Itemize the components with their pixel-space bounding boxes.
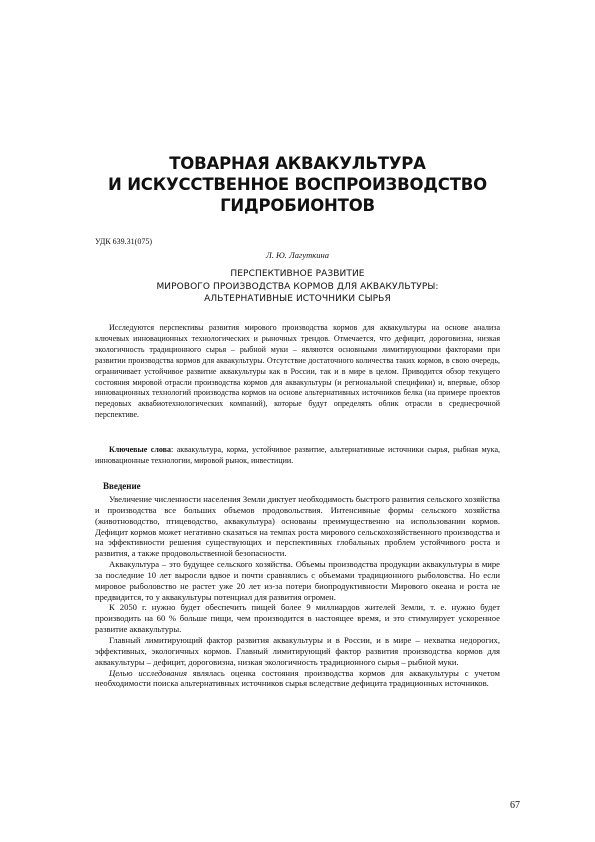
- section-title: [0, 153, 595, 216]
- body-text: [95, 494, 500, 689]
- section-title-line: ТОВАРНАЯ АКВАКУЛЬТУРА: [169, 154, 426, 173]
- page-number: 67: [510, 800, 520, 811]
- intro-heading: Введение: [103, 481, 141, 491]
- abstract-text: Исследуются перспективы развития мирового производства кормов для аквакультуры на основе анализа ключевых инновационных технологических и рыночных трендов. Отмечается, что дефицит, дороговизна, низкая экологичность традиционного сырья – рыбной муки – являются основными лимитирующими факторами при развитии производства кормов для аквакультуры. Отсутствие достаточного количества таких кормов, в свою очередь, ограничивает устойчивое развитие аквакультуры как в России, так и в мире в целом. Приводится обзор текущего состояния мировой отрасли производства кормов для аквакультуры (и региональной специфики) и, впервые, обзор инновационных технологий производства кормов на основе альтернативных источников белка (на примере проектов передовых аквабиотехнологических компаний), которые будут определять облик отрасли в среднесрочной перспективе.: [95, 323, 500, 420]
- article-title-line: ПЕРСПЕКТИВНОЕ РАЗВИТИЕ: [230, 269, 365, 279]
- udk-code: УДК 639.31(075): [95, 237, 152, 246]
- abstract: [95, 323, 500, 421]
- aim-term: Целью исследования: [109, 667, 187, 678]
- keywords-label: Ключевые слова: [109, 445, 171, 454]
- body-paragraph: К 2050 г. нужно будет обеспечить пищей более 9 миллиардов жителей Земли, т. е. нужно будет производить на 60 % больше пищи, чем производится в настоящее время, и это стимулирует ускоренное развитие аквакультуры.: [95, 602, 500, 635]
- section-title-line: ГИДРОБИОНТОВ: [220, 196, 375, 215]
- body-paragraph: Главный лимитирующий фактор развития аквакультуры и в России, и в мире – нехватка недорогих, эффективных, экологичных кормов. Главный лимитирующий фактор развития производства кормов для аквакультуры – дефицит, дороговизна, низкая экологичность традиционного сырья – рыбной муки.: [95, 634, 500, 667]
- article-title: [0, 268, 595, 306]
- keywords-paragraph: [95, 445, 500, 467]
- author-name: Л. Ю. Лагуткина: [266, 250, 329, 260]
- aim-text: являлась оценка состояния производства кормов для аквакультуры с учетом необходимости поиска альтернативных источников сырья вследствие дефицита традиционных источников.: [95, 667, 500, 689]
- section-title-line: И ИСКУССТВЕННОЕ ВОСПРОИЗВОДСТВО: [108, 175, 487, 194]
- body-paragraph-aim: [95, 668, 500, 690]
- article-title-line: МИРОВОГО ПРОИЗВОДСТВА КОРМОВ ДЛЯ АКВАКУЛЬТУРЫ:: [156, 281, 439, 292]
- body-paragraph: Увеличение численности населения Земли диктует необходимость быстрого развития сельского хозяйства и производства все больших объемов продовольствия. Интенсивные формы сельского хозяйства (животноводство, птицеводство, аквакультура) основаны преимущественно на использовании кормов. Дефицит кормов может негативно сказаться на темпах роста мирового сельскохозяйственного производства и на эффективности решения существующих и перспективных глобальных проблем устойчивого роста и развития, а также продовольственной безопасности.: [95, 494, 500, 559]
- keywords-text: : аквакультура, корма, устойчивое развитие, альтернативные источники сырья, рыбная мука, инновационные технологии, мировой рынок, инвестиции.: [95, 445, 500, 465]
- article-title-line: АЛЬТЕРНАТИВНЫЕ ИСТОЧНИКИ СЫРЬЯ: [204, 294, 391, 304]
- keywords: [95, 445, 500, 467]
- body-paragraph: Аквакультура – это будущее сельского хозяйства. Объемы производства продукции аквакультуры в мире за последние 10 лет выросли вдвое и почти сравнялись с объемами традиционного рыболовства. Но если мировое рыболовство не растет уже 20 лет из-за потери биопродуктивности Мирового океана и роста не предвидится, то у аквакультуры потенциал для развития огромен.: [95, 559, 500, 602]
